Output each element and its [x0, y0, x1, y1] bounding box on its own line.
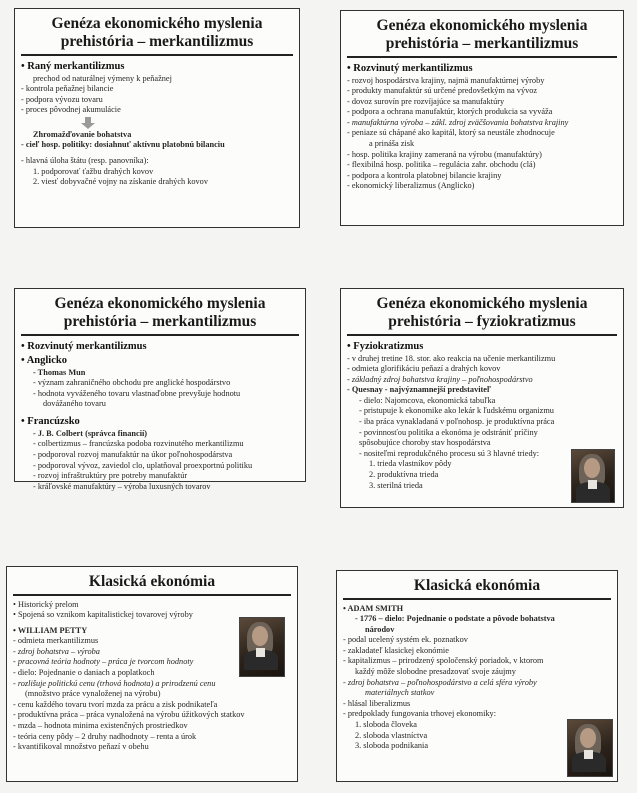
slide-text-line: - ekonomický liberalizmus (Anglicko) — [347, 181, 475, 191]
slide-text-line: - colbertizmus – francúzska podoba rozvinutého merkantilizmu — [33, 439, 244, 449]
slide-subtitle-line: prehistória – merkantilizmus — [63, 313, 257, 330]
slide-text-line: materiálnych statkov — [365, 688, 435, 698]
slide-6 — [336, 570, 618, 782]
petty-portrait — [239, 617, 285, 677]
slide-title-line: Klasická ekonómia — [88, 573, 216, 590]
slide-text-line: - manufaktúrna výroba – zákl. zdroj zväčšovania bohatstva krajiny — [347, 117, 569, 127]
slide-4 — [340, 288, 624, 508]
slide-text-line: • Spojená so vznikom kapitalistickej tovarovej výroby — [13, 610, 193, 620]
quesnay-portrait — [571, 449, 615, 503]
slide-text-line: - podal ucelený systém ek. poznatkov — [343, 635, 468, 645]
title-divider — [347, 56, 617, 58]
slide-5 — [6, 566, 298, 782]
slide-title-line: Genéza ekonomického myslenia — [376, 17, 588, 34]
slide-text-line: - podpora vývozu tovaru — [21, 94, 103, 104]
slide-text-line: 1. sloboda človeka — [355, 720, 417, 730]
slide-text-line: - hlásal liberalizmus — [343, 698, 411, 708]
title-divider — [21, 334, 299, 336]
slide-text-line: - flexibilná hosp. politika – regulácia zahr. obchodu (clá) — [347, 160, 536, 170]
smith-portrait — [567, 719, 613, 777]
slide-text-line: - pristupuje k ekonomike ako lekár k ľudskému organizmu — [359, 406, 554, 416]
slide-title-line: Genéza ekonomického myslenia — [54, 295, 266, 312]
slide-text-line: - pracovná teória hodnoty – práca je tvorcom hodnoty — [13, 657, 194, 667]
slide-text-line: - produkty manufaktúr sú určené predovšetkým na vývoz — [347, 86, 538, 96]
slide-body — [21, 340, 299, 493]
slide-text-line: • Historický prelom — [13, 599, 79, 609]
slide-text-line: - 1776 – dielo: Pojednanie o podstate a pôvode bohatstva — [355, 614, 555, 624]
slide-text-line: dovážaného tovaru — [43, 399, 106, 409]
slide-text-line: - kráľovské manufaktúry – výroba luxusných tovarov — [33, 481, 211, 491]
title-divider — [21, 54, 293, 56]
title-divider — [343, 598, 611, 600]
slide-text-line: spôsobujúce choroby stav hospodárstva — [359, 438, 491, 448]
slide-text-line: - rozvoj hospodárstva krajiny, najmä manufaktúrnej výroby — [347, 75, 545, 85]
slide-text-line: 1. podporovať ťažbu drahých kovov — [33, 166, 154, 176]
slide-text-line: - hlavná úloha štátu (resp. panovníka): — [21, 156, 149, 166]
slide-text-line: každý môže slobodne presadzovať svoje záujmy — [355, 667, 516, 677]
slide-text-line: 2. produktívna trieda — [369, 470, 439, 480]
slide-text-line: - podporoval rozvoj manufaktúr na úkor poľnohospodárstva — [33, 450, 233, 460]
slide-title — [19, 295, 301, 331]
slide-text-line: - teória ceny pôdy – 2 druhy nadhodnoty – renta a úrok — [13, 731, 197, 741]
slide-text-line: - význam zahraničného obchodu pre anglické hospodárstvo — [33, 378, 231, 388]
title-divider — [13, 594, 291, 596]
slide-text-line: - rozlišuje politickú cenu (trhová hodnota) a prirodzenú cenu — [13, 678, 216, 688]
slide-body — [347, 62, 617, 193]
slide-text-line: - v druhej tretine 18. stor. ako reakcia na učenie merkantilizmu — [347, 353, 556, 363]
slide-text-line: - kapitalizmus – prirodzený spoločenský poriadok, v ktorom — [343, 656, 544, 666]
slide-1 — [14, 8, 300, 228]
slide-text-line: - kontrola peňažnej bilancie — [21, 84, 114, 94]
slide-subtitle-line: prehistória – merkantilizmus — [60, 33, 254, 50]
slide-text-line: - zdroj bohatstva – výroba — [13, 646, 100, 656]
slide-text-line: • Rozvinutý merkantilizmus — [21, 340, 147, 352]
slide-subtitle-line: prehistória – fyziokratizmus — [388, 313, 576, 330]
slide-text-line: - kvantifikoval množstvo peňazí v obehu — [13, 742, 149, 752]
slide-text-line: - proces pôvodnej akumulácie — [21, 105, 121, 115]
slide-text-line: 2. sloboda vlastníctva — [355, 730, 428, 740]
slide-text-line: - zakladateľ klasickej ekonómie — [343, 645, 449, 655]
slide-title-line: Genéza ekonomického myslenia — [51, 15, 263, 32]
slide-text-line: Zhromažďovanie bohatstva — [33, 129, 132, 139]
slide-text-line: - podpora a ochrana manufaktúr, ktorých produkcia sa vyváža — [347, 107, 553, 117]
slide-text-line: • Rozvinutý merkantilizmus — [347, 62, 473, 74]
slide-text-line: - odmieta glorifikáciu peňazí a drahých kovov — [347, 364, 501, 374]
slide-title — [11, 573, 293, 591]
slide-subtitle-line: prehistória – merkantilizmus — [385, 35, 579, 52]
slide-title — [19, 15, 295, 51]
slide-text-line: 3. sloboda podnikania — [355, 741, 429, 751]
slide-text-line: a prináša zisk — [369, 139, 415, 149]
slide-text-line: • Anglicko — [21, 354, 67, 366]
down-arrow-icon — [81, 117, 95, 129]
slide-text-line: - hosp. politika krajiny zameraná na výrobu (manufaktúry) — [347, 149, 542, 159]
slide-text-line: - Thomas Mun — [33, 367, 86, 377]
slide-text-line: • Raný merkantilizmus — [21, 60, 125, 72]
slide-text-line: • ADAM SMITH — [343, 603, 404, 613]
slide-text-line: • Francúzsko — [21, 415, 80, 427]
title-divider — [347, 334, 617, 336]
slide-3 — [14, 288, 306, 491]
slide-text-line: - dovoz surovín pre rozvíjajúce sa manufaktúry — [347, 96, 505, 106]
slide-text-line: - odmieta merkantilizmus — [13, 636, 99, 646]
slide-title-line: Genéza ekonomického myslenia — [376, 295, 588, 312]
slide-text-line: - podporoval vývoz, zaviedol clo, uplatňoval proexportnú politiku — [33, 460, 253, 470]
slide-text-line: - cenu každého tovaru tvorí mzda za prácu a zisk podnikateľa — [13, 699, 218, 709]
slide-text-line: 1. trieda vlastníkov pôdy — [369, 459, 452, 469]
slide-text-line: - zdroj bohatstva – poľnohospodárstvo a celá sféra výroby — [343, 677, 537, 687]
slide-text-line: - produktívna práca – práca vynaložená na výrobu úžitkových statkov — [13, 710, 245, 720]
slide-text-line: - iba práca vynakladaná v poľnohosp. je produktívna práca — [359, 417, 555, 427]
slide-body — [21, 60, 293, 188]
slide-text-line: 3. sterilná trieda — [369, 480, 423, 490]
slide-text-line: národov — [365, 624, 395, 634]
slide-text-line: - dielo: Najomcova, ekonomická tabuľka — [359, 395, 496, 405]
slide-text-line: - povinnosťou politika a ekonóma je odstrániť príčiny — [359, 427, 538, 437]
slide-text-line: - hodnota vyváženého tovaru vlastnaďobne prevyšuje hodnotu — [33, 388, 241, 398]
slide-title — [341, 577, 613, 595]
slide-text-line: • Fyziokratizmus — [347, 340, 424, 352]
slide-2 — [340, 10, 624, 226]
slide-title-line: Klasická ekonómia — [413, 577, 541, 594]
slide-text-line: - rozvoj infraštruktúry pre potreby manufaktúr — [33, 471, 188, 481]
slide-title — [345, 295, 619, 331]
slide-text-line: - cieľ hosp. politiky: dosiahnuť aktívnu platobnú bilanciu — [21, 140, 225, 150]
slide-title — [345, 17, 619, 53]
slide-text-line: - základný zdroj bohatstva krajiny – poľnohospodárstvo — [347, 374, 533, 384]
slide-text-line: - podpora a kontrola platobnej bilancie krajiny — [347, 170, 502, 180]
slide-text-line: - nositeľmi reprodukčného procesu sú 3 hlavné triedy: — [359, 448, 540, 458]
slide-text-line: 2. viesť dobyvačné vojny na získanie drahých kovov — [33, 177, 208, 187]
slide-text-line: - peniaze sú chápané ako kapitál, ktorý sa neustále zhodnocuje — [347, 128, 555, 138]
slide-text-line: • WILLIAM PETTY — [13, 625, 88, 635]
slide-text-line: - dielo: Pojednanie o daniach a poplatkoch — [13, 668, 155, 678]
slide-text-line: - Quesnay - najvýznamnejší predstaviteľ — [347, 385, 491, 395]
slide-text-line: prechod od naturálnej výmeny k peňažnej — [33, 73, 172, 83]
slide-text-line: - predpoklady fungovania trhovej ekonomiky: — [343, 709, 496, 719]
slide-text-line: (množstvo práce vynaloženej na výrobu) — [25, 689, 161, 699]
slide-text-line: - J. B. Colbert (správca financií) — [33, 428, 148, 438]
slide-text-line: - mzda – hodnota minima existenčných prostriedkov — [13, 721, 188, 731]
